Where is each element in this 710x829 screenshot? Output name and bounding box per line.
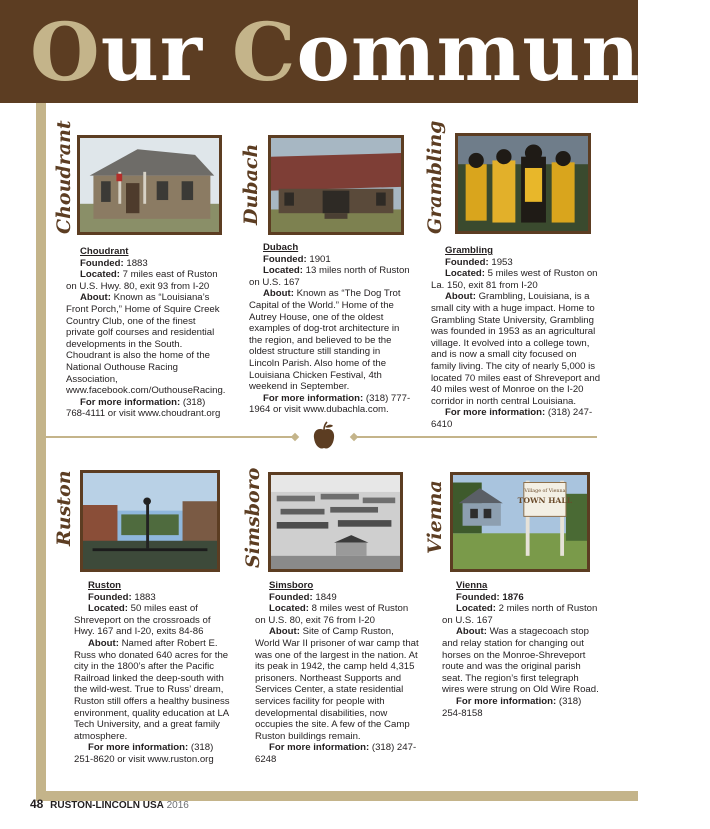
ruston-photo [80, 470, 220, 572]
simsboro-photo [268, 472, 403, 572]
community-name-choudrant: Choudrant [53, 120, 75, 234]
vienna-founded [442, 592, 602, 604]
located-label: Located: [269, 603, 309, 615]
located-label: Located: [456, 603, 496, 615]
more-info-label: For more information: [88, 742, 189, 754]
located-value: 8 miles west of Ruston on U.S. 80, exit 76 from I-20 [255, 603, 409, 626]
about-label: About: [445, 291, 476, 303]
ruston-more-info [74, 742, 232, 765]
about-value: Site of Camp Ruston, World War II prisoner of war camp that was one of the largest in the nation. At its peak in 1942, the camp held 4,315 prisoners. Northeast Supports and Services Center, a state residential services facility for people with developmental disabilities, now occupies the site. A few of the Camp Ruston buildings remain. [255, 626, 419, 742]
downtown-park-image [83, 473, 217, 569]
frame-left-border [36, 103, 46, 791]
choudrant-founded [66, 258, 224, 270]
more-info-value: (318) 251-8620 or visit www.ruston.org [74, 742, 214, 765]
grambling-founded [431, 257, 601, 269]
ruston-heading: Ruston [88, 580, 122, 591]
founded-value: 1883 [134, 591, 156, 603]
vienna-about [442, 626, 602, 696]
grambling-entry [431, 245, 601, 431]
more-info-value: (318) 777-1964 or visit www.dubachla.com. [249, 392, 411, 416]
about-value: Known as “Louisiana’s Front Porch,” Home of Squire Creek Country Club, one of the finest private golf courses and residential developments in the South. Choudrant is also the home of the National Outhouse Racing Association, www.facebook.com/OuthouseRacing. [66, 292, 226, 397]
about-label: About: [269, 626, 300, 638]
simsboro-about [255, 626, 419, 742]
about-value: Grambling, Louisiana, is a small city with a huge impact. Home to Grambling State University, Grambling was founded in 1953 as an agricultural village. It evolved into a college town, and is now a small city focused on family living. The city of nearly 5,000 is located 70 miles east of Shreveport and 40 miles west of Monroe on the I-20 corridor in north central Louisiana. [431, 291, 601, 407]
simsboro-heading: Simsboro [269, 580, 314, 591]
sign-line-1: Village of Vienna [524, 488, 566, 494]
vienna-entry [442, 580, 602, 719]
located-label: Located: [445, 268, 485, 280]
dubach-founded [249, 254, 413, 266]
dubach-entry [249, 242, 413, 416]
more-info-value: (318) 768-4111 or visit www.choudrant.org [66, 396, 221, 420]
dubach-heading: Dubach [263, 242, 299, 253]
founded-label: Founded: [88, 591, 132, 603]
dogtrot-house-image [271, 138, 401, 232]
located-value: 50 miles east of Shreveport on the crossroads of Hwy. 167 and I-20, exits 84-86 [74, 603, 211, 638]
page-footer [30, 797, 189, 811]
title-initial-o: O [30, 5, 101, 99]
dubach-about [249, 288, 413, 392]
located-label: Located: [88, 603, 128, 615]
more-info-value: (318) 254-8158 [442, 695, 582, 719]
dubach-more-info [249, 393, 413, 416]
page-number: 48 [30, 797, 44, 811]
ruston-founded [74, 592, 232, 604]
section-divider-left [46, 436, 292, 438]
choudrant-more-info [66, 397, 224, 420]
about-value: Known as “The Dog Trot Capital of the World.” Home of the Autrey House, one of the oldest examples of dog-trot architecture in the region, and believed to be the oldest structure still standing in Lincoln Parish. Also home of the Louisiana Chicken Festival, 4th weekend in September. [249, 288, 401, 393]
located-value: 2 miles north of Ruston on U.S. 167 [442, 603, 598, 626]
section-divider-right [357, 436, 597, 438]
about-label: About: [80, 292, 111, 304]
page-title [30, 5, 710, 99]
founded-label: Founded: [80, 257, 124, 269]
vienna-located [442, 603, 602, 626]
located-value: 5 miles west of Ruston on La. 150, exit 81 from I-20 [431, 268, 598, 291]
more-info-label: For more information: [80, 396, 181, 408]
sign-line-2: TOWN HALL [517, 496, 573, 506]
about-label: About: [263, 288, 294, 300]
title-banner [0, 0, 710, 103]
community-name-grambling: Grambling [424, 120, 446, 234]
founded-label: Founded: [456, 591, 500, 603]
community-name-ruston: Ruston [53, 470, 75, 546]
simsboro-entry [255, 580, 419, 766]
founded-label: Founded: [263, 253, 307, 265]
title-part-2: ommunit [296, 5, 710, 99]
more-info-label: For more information: [269, 742, 370, 754]
ruston-about [74, 638, 232, 742]
founded-value: 1953 [491, 256, 513, 268]
camp-ruston-image [271, 475, 400, 569]
grambling-located [431, 268, 601, 291]
more-info-label: For more information: [445, 407, 546, 419]
grambling-more-info [431, 407, 601, 430]
more-info-label: For more information: [456, 695, 557, 707]
located-value: 13 miles north of Ruston on U.S. 167 [249, 265, 410, 288]
apple-icon [312, 421, 336, 451]
vienna-photo [450, 472, 590, 572]
choudrant-photo [77, 135, 222, 235]
choudrant-about [66, 292, 224, 396]
dubach-located [249, 265, 413, 288]
more-info-label: For more information: [263, 392, 364, 404]
vienna-more-info [442, 696, 602, 719]
choudrant-located [66, 269, 224, 292]
divider-end-left [291, 433, 299, 441]
located-label: Located: [263, 265, 303, 277]
about-label: About: [88, 637, 119, 649]
founded-value: 1883 [126, 257, 148, 269]
publication-year: 2016 [166, 800, 189, 811]
founded-label: Founded: [269, 591, 313, 603]
dubach-photo [268, 135, 404, 235]
marching-band-image [458, 136, 588, 231]
grambling-photo [455, 133, 591, 234]
founded-value: 1876 [502, 591, 524, 603]
more-info-value: (318) 247-6410 [431, 407, 593, 430]
ruston-entry [74, 580, 232, 766]
choudrant-heading: Choudrant [80, 246, 129, 257]
grambling-heading: Grambling [445, 245, 493, 256]
simsboro-located [255, 603, 419, 626]
simsboro-founded [255, 592, 419, 604]
founded-value: 1849 [315, 591, 337, 603]
founded-value: 1901 [309, 253, 331, 265]
ruston-located [74, 603, 232, 638]
located-label: Located: [80, 269, 120, 281]
community-name-vienna: Vienna [424, 480, 446, 554]
about-value: Was a stagecoach stop and relay station for changing out horses on the Monroe-Shreveport route and was the original parish seat. The region’s first telegraph wires were strung on Old Wire Road. [442, 626, 599, 696]
more-info-value: (318) 247-6248 [255, 742, 417, 765]
vienna-heading: Vienna [456, 580, 488, 591]
title-part-1: ur [100, 5, 232, 99]
community-name-dubach: Dubach [240, 143, 262, 225]
founded-label: Founded: [445, 256, 489, 268]
town-hall-image [453, 475, 587, 569]
community-name-simsboro: Simsboro [242, 467, 264, 568]
choudrant-entry [66, 246, 224, 420]
grambling-about [431, 291, 601, 407]
house-image [80, 138, 219, 232]
about-value: Named after Robert E. Russ who donated 640 acres for the city in the 1800’s after the Pacific Railroad linked the deep-south with the wild-west. True to Russ’ dream, Ruston still offers a healthy business environment, quality education at LA Tech University, and a great family atmosphere. [74, 637, 230, 742]
located-value: 7 miles east of Ruston on U.S. Hwy. 80, exit 93 from I-20 [66, 269, 218, 292]
simsboro-more-info [255, 742, 419, 765]
about-label: About: [456, 626, 487, 638]
title-initial-c: C [231, 5, 297, 99]
publication-name: RUSTON-LINCOLN USA [50, 800, 164, 811]
